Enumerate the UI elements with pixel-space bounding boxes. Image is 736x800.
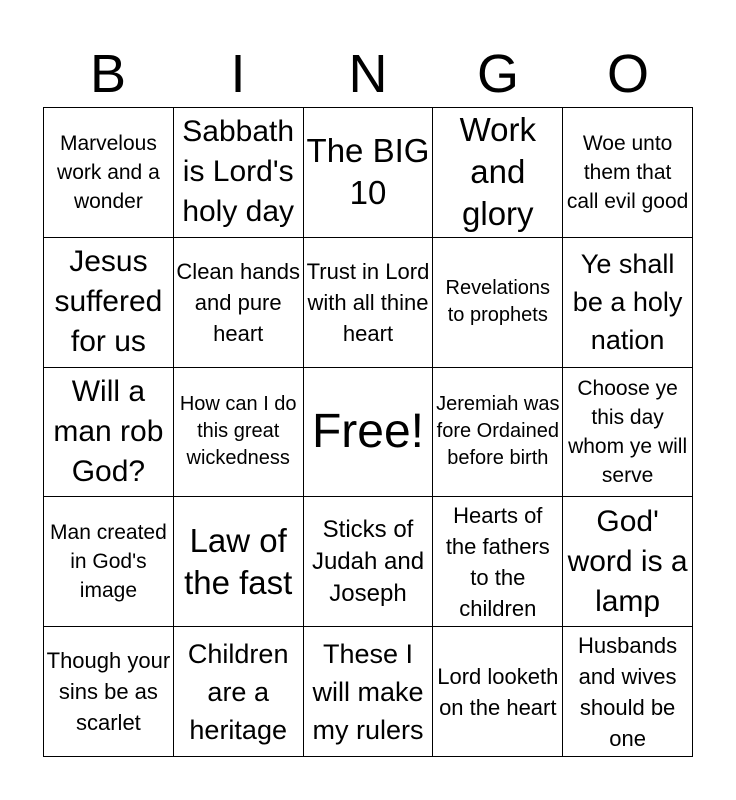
bingo-cell-g2[interactable] [433, 238, 563, 368]
bingo-cell-n5[interactable] [304, 627, 434, 757]
cell-text: Trust in Lord with all thine heart [306, 258, 430, 346]
bingo-cell-b4[interactable] [44, 497, 174, 627]
bingo-cell-b1[interactable] [44, 108, 174, 238]
bingo-cell-n3[interactable] [304, 368, 434, 498]
bingo-cell-i5[interactable] [174, 627, 304, 757]
bingo-cell-i4[interactable] [174, 497, 304, 627]
header-letter-i: I [230, 44, 246, 104]
cell-text: These I will make my rulers [312, 638, 424, 745]
bingo-cell-i3[interactable] [174, 368, 304, 498]
bingo-cell-o1[interactable] [563, 108, 693, 238]
cell-text: Children are a heritage [187, 638, 289, 745]
cell-text: Hearts of the fathers to the children [445, 502, 550, 621]
bingo-cell-g5[interactable] [433, 627, 563, 757]
cell-text: Choose ye this day whom ye will serve [568, 376, 688, 487]
cell-text: Law of the fast [184, 521, 293, 601]
cell-text: Revelations to prophets [445, 277, 551, 327]
cell-text: Ye shall be a holy nation [572, 249, 683, 356]
cell-text: Jesus suffered for us [54, 245, 163, 359]
cell-text: Jeremiah was fore Ordained before birth [436, 393, 560, 470]
cell-text: Though your sins be as scarlet [46, 648, 171, 736]
bingo-cell-b2[interactable] [44, 238, 174, 368]
cell-text: Sticks of Judah and Joseph [311, 515, 425, 607]
cell-text: God' word is a lamp [567, 504, 688, 618]
header-letter-b: B [89, 44, 127, 104]
cell-text: How can I do this great wickedness [179, 393, 297, 470]
bingo-cell-n4[interactable] [304, 497, 434, 627]
bingo-card-grid [43, 107, 693, 757]
bingo-cell-g4[interactable] [433, 497, 563, 627]
cell-text: The BIG 10 [306, 132, 430, 212]
header-letter-n: N [348, 44, 388, 104]
bingo-cell-o4[interactable] [563, 497, 693, 627]
bingo-cell-b5[interactable] [44, 627, 174, 757]
header-letter-o: O [606, 44, 649, 104]
bingo-cell-n2[interactable] [304, 238, 434, 368]
free-space-text: Free! [311, 404, 424, 458]
bingo-cell-i2[interactable] [174, 238, 304, 368]
bingo-cell-o2[interactable] [563, 238, 693, 368]
bingo-cell-g1[interactable] [433, 108, 563, 238]
cell-text: Husbands and wives should be one [578, 632, 678, 751]
cell-text: Sabbath is Lord's holy day [182, 115, 295, 229]
bingo-cell-g3[interactable] [433, 368, 563, 498]
bingo-cell-n1[interactable] [304, 108, 434, 238]
header-letter-g: G [476, 44, 519, 104]
cell-text: Work and glory [459, 111, 536, 233]
cell-text: Clean hands and pure heart [176, 258, 300, 346]
cell-text: Lord looketh on the heart [437, 663, 559, 720]
cell-text: Woe unto them that call evil good [566, 131, 689, 213]
bingo-header [43, 40, 693, 108]
cell-text: Man created in God's image [50, 521, 167, 603]
bingo-cell-o5[interactable] [563, 627, 693, 757]
bingo-cell-i1[interactable] [174, 108, 304, 238]
cell-text: Marvelous work and a wonder [57, 131, 160, 213]
cell-text: Will a man rob God? [53, 374, 164, 488]
bingo-cell-b3[interactable] [44, 368, 174, 498]
bingo-cell-o3[interactable] [563, 368, 693, 498]
